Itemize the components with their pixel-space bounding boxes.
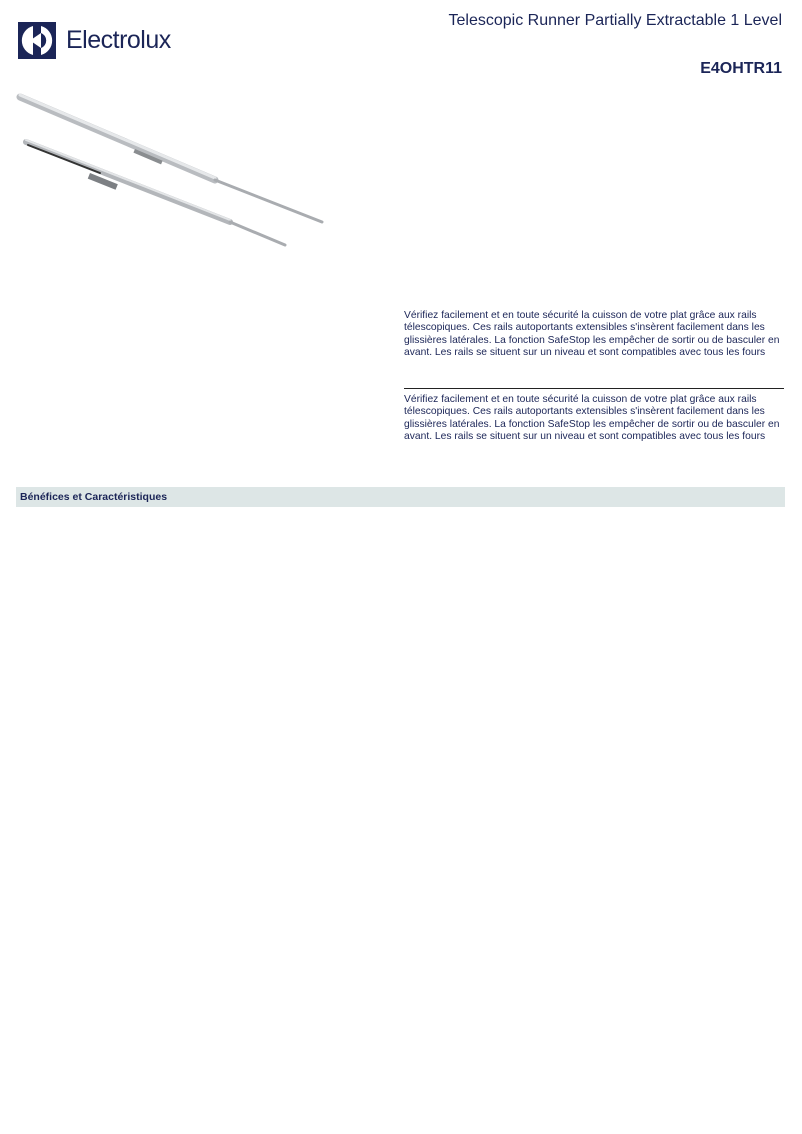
divider <box>404 388 784 389</box>
description-paragraph: Vérifiez facilement et en toute sécurité la cuisson de votre plat grâce aux rails télescopiques. Ces rails autoportants extensibles s'insèrent facilement dans les glissières latérales. La fonction SafeStop les empêcher de sortir ou de basculer en avant. Les rails se situent sur un niveau et sont compatibles avec tous les fours <box>404 394 780 442</box>
product-model: E4OHTR11 <box>700 60 782 77</box>
brand-logo <box>18 22 171 59</box>
brand-name: Electrolux <box>66 26 171 54</box>
telescopic-runner-image <box>10 85 330 265</box>
benefits-section-title: Bénéfices et Caractéristiques <box>20 491 168 503</box>
description-paragraph: Vérifiez facilement et en toute sécurité la cuisson de votre plat grâce aux rails télescopiques. Ces rails autoportants extensibles s'insèrent facilement dans les glissières latérales. La fonction SafeStop les empêcher de sortir ou de basculer en avant. Les rails se situent sur un niveau et sont compatibles avec tous les fours <box>404 310 780 358</box>
electrolux-logo-icon <box>18 22 56 59</box>
benefits-section-header <box>16 487 785 507</box>
product-title: Telescopic Runner Partially Extractable 1 Level <box>448 12 782 29</box>
